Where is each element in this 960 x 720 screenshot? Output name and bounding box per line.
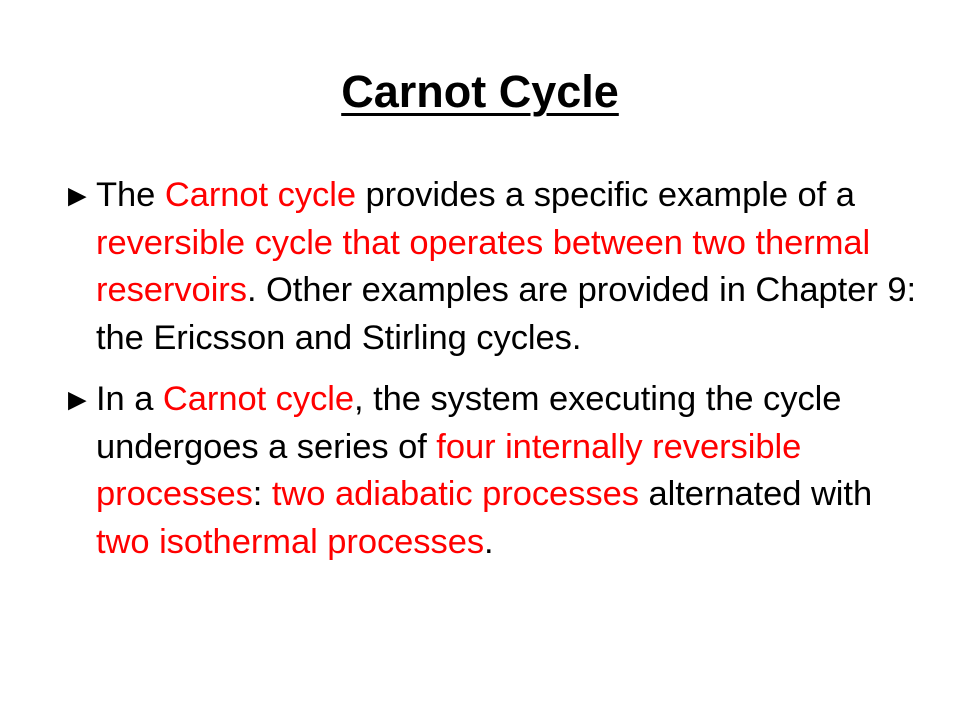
highlighted-term: two adiabatic processes xyxy=(271,475,639,513)
bullet-text-segment: alternated with xyxy=(638,475,873,513)
highlighted-term: four internally reversible processes xyxy=(96,427,802,513)
highlighted-term: reversible cycle that operates between two thermal reservoirs xyxy=(96,223,871,309)
bullet-item-carnot-processes xyxy=(62,376,932,566)
bullet-text-segment: The xyxy=(96,176,165,214)
bullet-text-segment: . xyxy=(484,522,494,561)
highlighted-term: Carnot cycle xyxy=(164,176,356,214)
bullet-text-segment: , the system executing the cycle undergoes a series of xyxy=(96,380,842,466)
bullet-list xyxy=(62,172,932,566)
bullet-text-segment: In a xyxy=(96,380,163,418)
bullet-item-carnot-example xyxy=(62,172,932,362)
highlighted-term: Carnot cycle xyxy=(162,380,355,418)
bullet-text-segment: : xyxy=(252,475,272,513)
slide-title-text: Carnot Cycle xyxy=(341,66,619,117)
highlighted-term: two isothermal processes xyxy=(96,522,485,561)
bullet-text-segment: . Other examples are provided in Chapter 9: the Ericsson and Stirling cycles. xyxy=(96,271,916,357)
arrow-bullet-icon: ► xyxy=(62,178,93,213)
slide-title xyxy=(0,60,960,124)
arrow-bullet-icon: ► xyxy=(62,382,93,417)
bullet-text-segment: provides a specific example of a xyxy=(355,176,855,214)
